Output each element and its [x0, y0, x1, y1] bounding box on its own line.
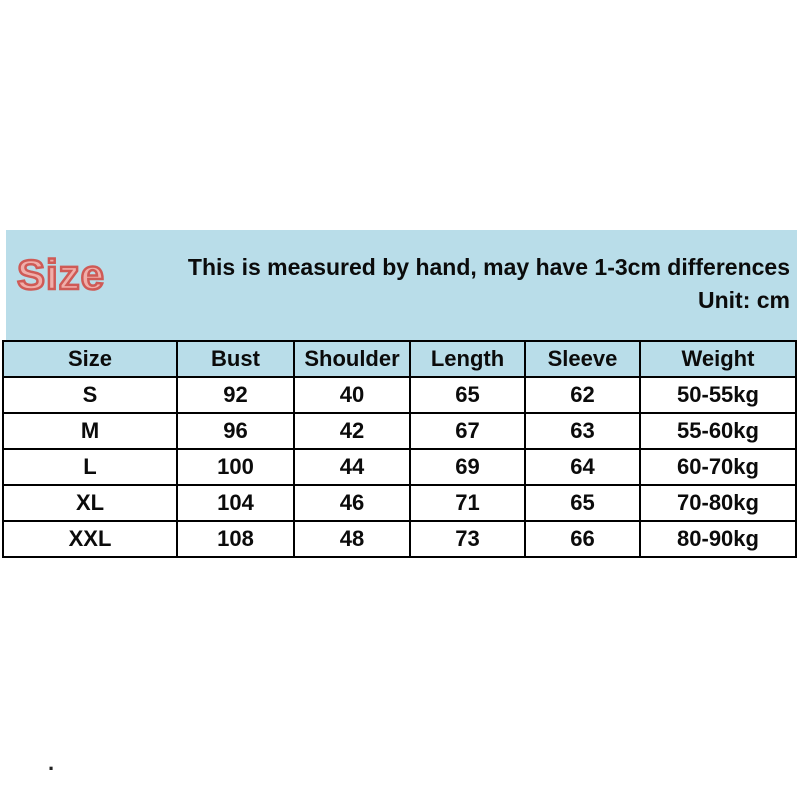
- measurement-note: This is measured by hand, may have 1-3cm differences: [187, 254, 790, 280]
- cell-weight: 60-70kg: [640, 449, 796, 485]
- cell-sleeve: 66: [525, 521, 640, 557]
- cell-length: 71: [410, 485, 525, 521]
- cell-length: 65: [410, 377, 525, 413]
- cell-size: XXL: [3, 521, 177, 557]
- column-header-size: Size: [3, 341, 177, 377]
- cell-bust: 108: [177, 521, 294, 557]
- column-header-shoulder: Shoulder: [294, 341, 410, 377]
- cell-shoulder: 42: [294, 413, 410, 449]
- cell-sleeve: 62: [525, 377, 640, 413]
- size-table: [2, 340, 797, 558]
- cell-shoulder: 48: [294, 521, 410, 557]
- cell-shoulder: 46: [294, 485, 410, 521]
- cell-sleeve: 63: [525, 413, 640, 449]
- cell-sleeve: 64: [525, 449, 640, 485]
- table-row-s: [3, 377, 796, 413]
- cell-bust: 104: [177, 485, 294, 521]
- table-row-xl: [3, 485, 796, 521]
- cell-weight: 70-80kg: [640, 485, 796, 521]
- table-row-l: [3, 449, 796, 485]
- cell-size: L: [3, 449, 177, 485]
- cell-weight: 80-90kg: [640, 521, 796, 557]
- table-row-m: [3, 413, 796, 449]
- cell-shoulder: 44: [294, 449, 410, 485]
- banner-notes: [188, 251, 790, 317]
- cell-size: XL: [3, 485, 177, 521]
- cell-length: 73: [410, 521, 525, 557]
- column-header-length: Length: [410, 341, 525, 377]
- cell-shoulder: 40: [294, 377, 410, 413]
- cell-bust: 100: [177, 449, 294, 485]
- column-header-bust: Bust: [177, 341, 294, 377]
- cell-length: 67: [410, 413, 525, 449]
- table-header-row: [3, 341, 796, 377]
- cell-length: 69: [410, 449, 525, 485]
- cell-weight: 50-55kg: [640, 377, 796, 413]
- cell-size: M: [3, 413, 177, 449]
- cell-bust: 96: [177, 413, 294, 449]
- unit-note: Unit: cm: [698, 287, 790, 313]
- cell-bust: 92: [177, 377, 294, 413]
- cell-size: S: [3, 377, 177, 413]
- column-header-weight: Weight: [640, 341, 796, 377]
- column-header-sleeve: Sleeve: [525, 341, 640, 377]
- cell-weight: 55-60kg: [640, 413, 796, 449]
- size-chart-banner: [6, 230, 797, 340]
- stray-dot: .: [48, 750, 55, 775]
- size-chart-title: Size: [17, 251, 106, 298]
- cell-sleeve: 65: [525, 485, 640, 521]
- table-row-xxl: [3, 521, 796, 557]
